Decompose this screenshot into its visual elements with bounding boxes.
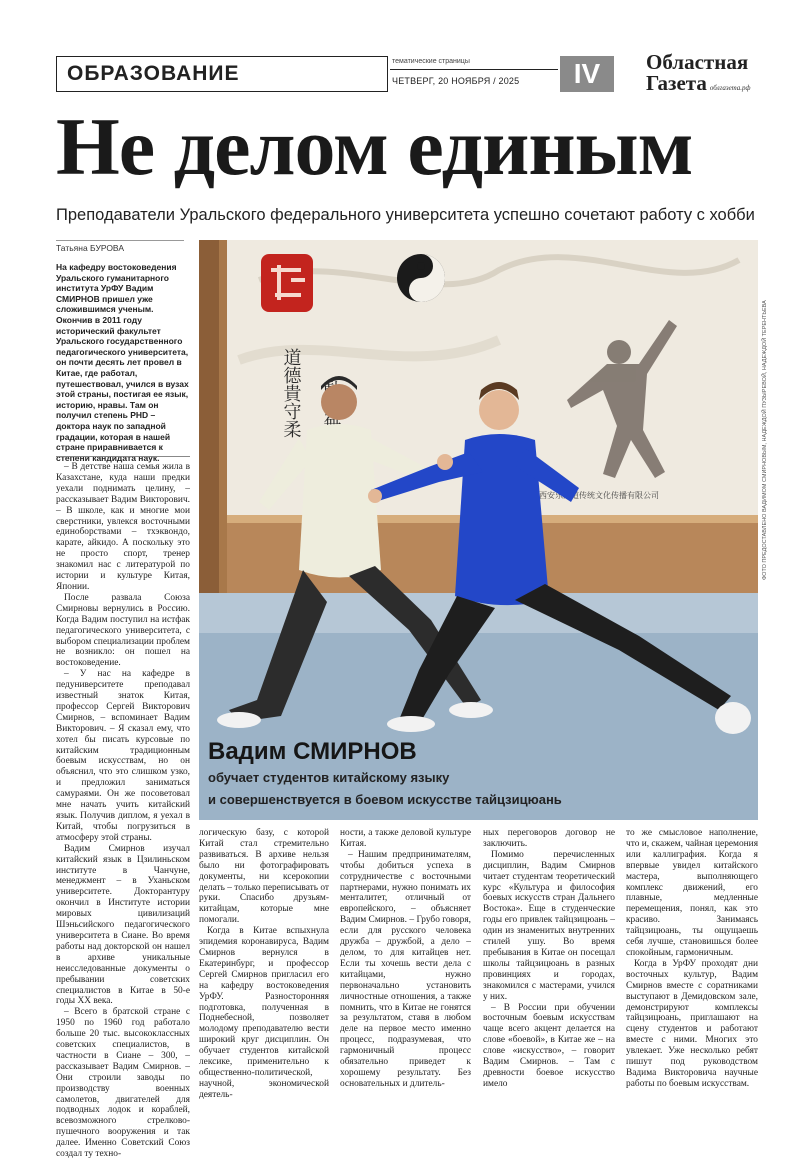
paragraph: Вадим Смирнов изучал китайский язык в Цзилиньском институте в Чанчуне, менеджмент – в Уханьском университете. Докторантуру окончил в Институте истории мировых цивилизаций Шэньсийского педагогического университета в Сиане. Во время работы над докторской он нашел в архиве уникальные неисследованные документы о пребывании советских специалистов в Китае в 50-е годы XX века. (56, 843, 190, 1007)
text-column-2 (199, 828, 329, 1100)
paragraph: ных переговоров договор не заключить. (483, 828, 615, 849)
paragraph: ности, а также деловой культуре Китая. (340, 828, 471, 849)
page-number-badge: IV (560, 56, 614, 92)
article-photo (199, 240, 758, 820)
paragraph: Когда в Китае вспыхнула эпидемия коронавируса, Вадим Смирнов вернулся в Екатеринбург, и профессор Сергей Смирнов пригласил его на кафедру востоковедения УрФУ. Разносторонняя подготовка, полученная в Поднебесной, позволяет молодому преподавателю вести широкий круг дисциплин. Он обучает студентов китайской лексике, применительно к общественно-политической, научной, экономической деятель- (199, 926, 329, 1100)
paragraph: – У нас на кафедре в педуниверситете преподавал известный знаток Китая, профессор Сергей Викторович Смирнов, – вспоминает Вадим Викторович. – Я сказал ему, что хотел бы писать курсовые по китайским традиционным боевым искусствам, но он объяснил, что это слишком узко, и предложил заниматься самураями. Он же посоветовал мне начать учить китайский язык. Получив диплом, я уехал в Китай, чтобы погрузиться в атмосферу этой страны. (56, 669, 190, 843)
paragraph: – Всего в братской стране с 1950 по 1960 год работало больше 20 тыс. высококлассных советских специалистов, в частности в Сиане – 300, – рассказывает Вадим Смирнов. – Они строили заводы по производству военных самолетов, двигателей для подводных лодок и кораблей, всевозможного стрелково-пушечного вооружения и так далее. Именно Советский Союз создал ту техно- (56, 1007, 190, 1160)
logo-line1: Областная (646, 50, 749, 74)
yin-yang-icon (397, 254, 445, 302)
section-label (56, 56, 388, 92)
text-column-3 (340, 828, 471, 1090)
issue-info (390, 56, 558, 92)
article-lead: На кафедру востоковедения Уральского гуманитарного института УрФУ Вадим СМИРНОВ пришел уже сложившимся ученым. Окончив в 2011 году исторический факультет Уральского государственного педагогического университета, он почти десять лет провел в Китае, где работал, путешествовал, учился в вузах этой страны, постигая ее язык, историю, нравы. Там он получил степень PHD – доктора наук по западной градации, которая в нашей стране приравнивается к степени кандидата наук. (56, 262, 189, 463)
section-title: ОБРАЗОВАНИЕ (67, 62, 240, 85)
paragraph: логическую базу, с которой Китай стал стремительно развиваться. В архиве нельзя было ни фотографировать документы, ни ксерокопии делать – только переписывать от руки. Спасибо друзьям-китайцам, которые мне помогали. (199, 828, 329, 926)
paragraph: Когда в УрФУ проходят дни восточных культур, Вадим Смирнов вместе с соратниками выступают в Демидовском зале, демонстрируют комплексы тайцзицюань, приглашают на сцену студентов и работают вместе с ними. Многих это увлекает. Уже несколько ребят пишут под руководством Вадима Викторовича научные работы по боевым искусствам. (626, 958, 758, 1089)
article-headline: Не делом единым (56, 101, 693, 192)
photo-caption-line: обучает студентов китайскому языку (208, 770, 450, 785)
article-author: Татьяна БУРОВА (56, 240, 184, 253)
issue-date: ЧЕТВЕРГ, 20 НОЯБРЯ / 2025 (392, 76, 520, 86)
paragraph: Помимо перечисленных дисциплин, Вадим Смирнов читает студентам теоретический курс «Культура и философия боевых искусств стран Дальнего Востока». Еще в студенческие годы его привлек тайцзицюань – один из знаменитых внутренних стилей ушу. Во время пребывания в Китае он посещал школы тайцзицюань в разных провинциях и городах, знакомился с мастерами, учился у них. (483, 849, 615, 1002)
paragraph: – В детстве наша семья жила в Казахстане, куда наши предки уехали поднимать целину, – рассказывает Вадим Викторович. – В школе, как и многие мои сверстники, увлекся восточными единоборствами – тхэквондо, карате, айкидо. А поскольку это не просто спорт, тренер знакомил нас с литературой по истории и культуре Китая, Японии. (56, 462, 190, 592)
lead-divider (56, 456, 190, 457)
red-seal (261, 254, 313, 312)
paragraph: то же смысловое наполнение, что и, скажем, чайная церемония или каллиграфия. Когда я впервые увидел китайского мастера, выполняющего комплекс движений, его плавные, медленные перемещения, понял, как это красиво. Занимаясь тайцзицюань, ты ощущаешь себя лучше, становишься более спокойным, гармоничным. (626, 828, 759, 958)
text-column-5 (626, 828, 758, 1090)
paragraph: – В России при обучении восточным боевым искусствам чаще всего акцент делается на слове «боевой», в Китае же – на слове «искусство», – говорит Вадим Смирнов. – Там с древности боевое искусство имело (483, 1002, 615, 1089)
paragraph: – Нашим предпринимателям, чтобы добиться успеха в сотрудничестве с восточными партнерами, нужно понимать их менталитет, отличный от европейского, – объясняет Вадим Смирнов. – Грубо говоря, если для русского человека дружба – дружбой, а дело – делом, то для китайцев нет. Если ты хочешь вести дела с китайцами, нужно первоначально установить личностные отношения, а также помнить, что в Китае не гонятся за результатом, ставя в любом деле на первое место именно процесс, подразумевая, что гармоничный процесс обязательно приведет к хорошему результату. Без основательных и длитель- (340, 849, 471, 1089)
wall-banner-text: 西安乐阁道传统文化传播有限公司 (539, 491, 659, 500)
photo-illustration (199, 240, 758, 820)
logo-line2: Газета (646, 71, 707, 95)
paragraph: После развала Союза Смирновы вернулись в Россию. Когда Вадим поступил на истфак педагогического университета, с выбором специализации проблем не возникло: он пошел на востоковедение. (56, 592, 190, 669)
calligraphy-left: 道德貴守柔 (280, 348, 302, 438)
topic-label: тематические страницы (392, 58, 470, 65)
photo-credit: ФОТО ПРЕДОСТАВЛЕНО ВАДИМОМ СМИРНОВЫМ, НАДЕЖДОЙ ПУЗЫРЕВОЙ, НАДЕЖДОЙ ТЕРЕНТЬЕВА (762, 300, 768, 580)
photo-caption-line: и совершенствуется в боевом искусстве тайцзицюань (208, 792, 562, 807)
article-subhead: Преподаватели Уральского федерального университета успешно сочетают работу с хобби (56, 206, 755, 224)
photo-caption-name: Вадим СМИРНОВ (208, 738, 417, 765)
text-column-1 (56, 462, 190, 1160)
text-column-4 (483, 828, 615, 1090)
newspaper-logo (646, 52, 766, 95)
issue-divider (390, 69, 558, 70)
logo-site: облгазета.рф (709, 84, 751, 92)
